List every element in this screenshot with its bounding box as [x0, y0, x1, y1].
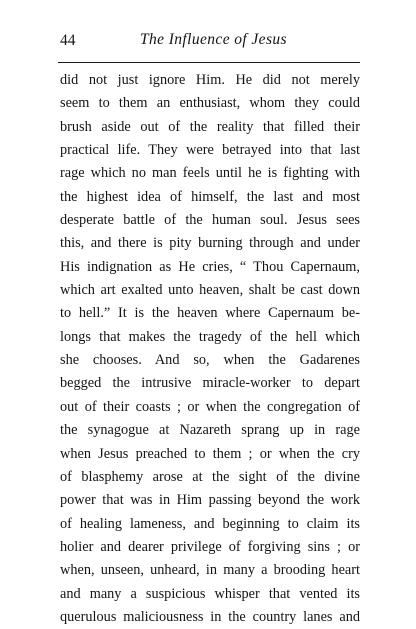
text-line: power that was in Him passing beyond the work [60, 492, 360, 509]
body-text [60, 69, 360, 629]
text-line: she chooses. And so, when the Gadarenes [60, 352, 360, 369]
text-line: querulous maliciousness in the country lanes and [60, 608, 360, 625]
text-line: to hell.” It is the heaven where Capernaum be- [60, 305, 360, 322]
text-line: brush aside out of the reality that filled their [60, 118, 360, 135]
text-line: practical life. They were betrayed into that last [60, 142, 360, 159]
text-line: when, unseen, unheard, in many a brooding heart [60, 562, 360, 579]
text-line: the highest idea of himself, the last and most [60, 188, 360, 205]
text-line: His indignation as He cries, “ Thou Capernaum, [60, 258, 360, 275]
text-line: holier and dearer privilege of forgiving sins ; or [60, 538, 360, 555]
text-line: when Jesus preached to them ; or when the cry [60, 445, 360, 462]
text-line: this, and there is pity burning through and under [60, 235, 360, 252]
running-head [60, 30, 360, 52]
header-rule [58, 62, 360, 63]
running-title: The Influence of Jesus [140, 31, 287, 48]
text-line: longs that makes the tragedy of the hell which [60, 328, 360, 345]
text-line: desperate battle of the human soul. Jesus sees [60, 212, 360, 229]
text-line: rage which no man feels until he is fighting with [60, 165, 360, 182]
text-line: begged the intrusive miracle-worker to depart [60, 375, 360, 392]
text-line: the synagogue at Nazareth sprang up in rage [60, 422, 360, 439]
text-line: seem to them an enthusiast, whom they could [60, 95, 360, 112]
text-line: and many a suspicious whisper that vented its [60, 585, 360, 602]
text-line: did not just ignore Him. He did not merely [60, 72, 360, 88]
text-line: of healing lameness, and beginning to claim its [60, 515, 360, 532]
text-line: of blasphemy arose at the sight of the divine [60, 468, 360, 485]
text-line: out of their coasts ; or when the congregation of [60, 398, 360, 415]
page-number: 44 [60, 32, 76, 49]
text-line: which art exalted unto heaven, shalt be cast down [60, 282, 360, 299]
